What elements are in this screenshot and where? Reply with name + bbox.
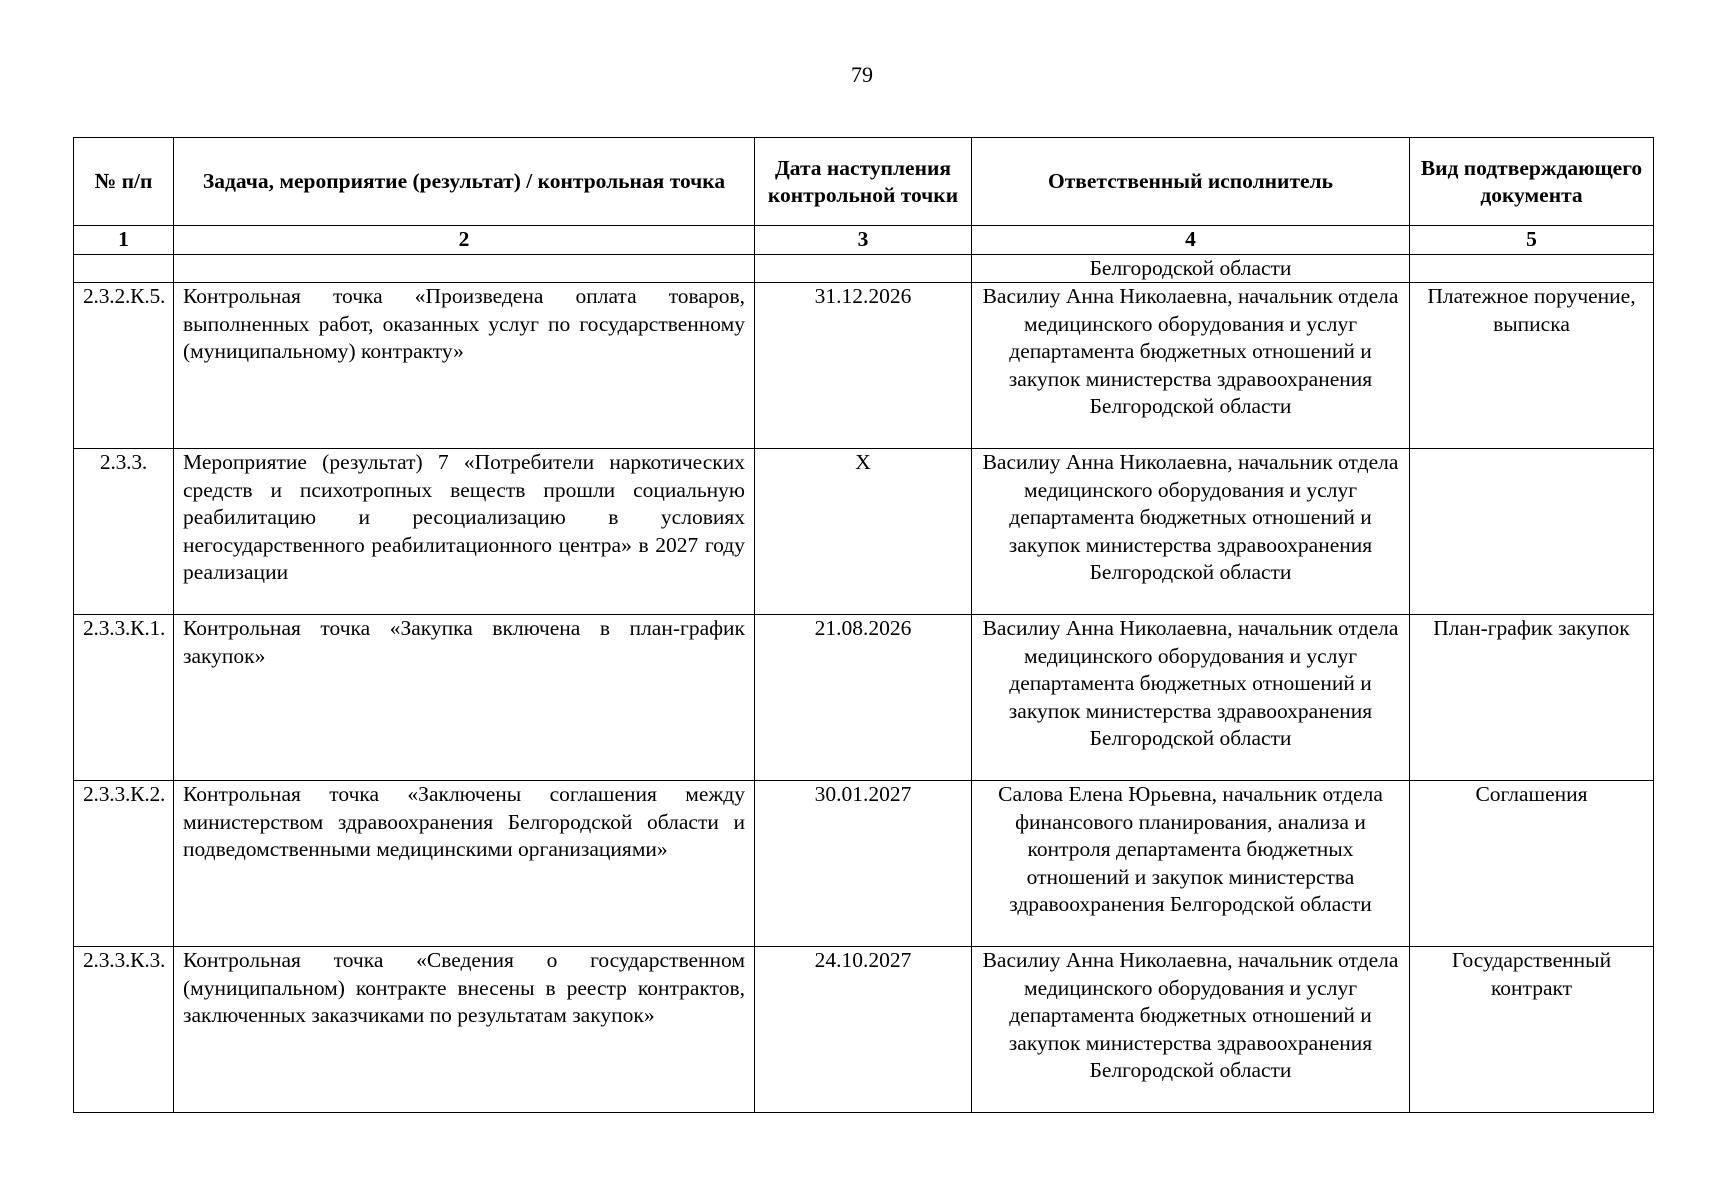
- column-number: 3: [755, 226, 972, 255]
- header-num: № п/п: [74, 138, 174, 226]
- page-number: 79: [851, 62, 873, 87]
- row-doc: Платежное поручение, выписка: [1410, 283, 1654, 449]
- column-number: 5: [1410, 226, 1654, 255]
- column-number-row: [74, 226, 1654, 255]
- continuation-row: [74, 254, 1654, 283]
- row-num: [74, 254, 174, 283]
- row-responsible: Василиу Анна Николаевна, начальник отдела медицинского оборудования и услуг департамента бюджетных отношений и закупок министерства здравоохранения Белгородской области: [972, 947, 1410, 1113]
- row-responsible: Василиу Анна Николаевна, начальник отдела медицинского оборудования и услуг департамента бюджетных отношений и закупок министерства здравоохранения Белгородской области: [972, 615, 1410, 781]
- row-date: 21.08.2026: [755, 615, 972, 781]
- row-date: [755, 254, 972, 283]
- row-num: 2.3.3.: [74, 449, 174, 615]
- row-task: Контрольная точка «Заключены соглашения между министерством здравоохранения Белгородской области и подведомственными медицинскими организациями»: [174, 781, 755, 947]
- row-task: Контрольная точка «Сведения о государственном (муниципальном) контракте внесены в реестр контрактов, заключенных заказчиками по результатам закупок»: [174, 947, 755, 1113]
- column-number: 2: [174, 226, 755, 255]
- header-doc: Вид подтверждающего документа: [1410, 138, 1654, 226]
- row-responsible: Белгородской области: [972, 254, 1410, 283]
- row-task: Контрольная точка «Произведена оплата товаров, выполненных работ, оказанных услуг по государственному (муниципальному) контракту»: [174, 283, 755, 449]
- header-responsible: Ответственный исполнитель: [972, 138, 1410, 226]
- row-doc: [1410, 449, 1654, 615]
- row-task: Контрольная точка «Закупка включена в план-график закупок»: [174, 615, 755, 781]
- row-doc: Государственный контракт: [1410, 947, 1654, 1113]
- column-number: 1: [74, 226, 174, 255]
- table-row: [74, 283, 1654, 449]
- row-date: 24.10.2027: [755, 947, 972, 1113]
- table-row: [74, 947, 1654, 1113]
- row-responsible: Василиу Анна Николаевна, начальник отдела медицинского оборудования и услуг департамента бюджетных отношений и закупок министерства здравоохранения Белгородской области: [972, 283, 1410, 449]
- row-doc: Соглашения: [1410, 781, 1654, 947]
- table-row: [74, 449, 1654, 615]
- row-num: 2.3.2.К.5.: [74, 283, 174, 449]
- column-number: 4: [972, 226, 1410, 255]
- header-date: Дата наступления контрольной точки: [755, 138, 972, 226]
- table-row: [74, 615, 1654, 781]
- table-row: [74, 781, 1654, 947]
- row-num: 2.3.3.К.3.: [74, 947, 174, 1113]
- control-points-table: [73, 137, 1654, 1113]
- row-responsible: Салова Елена Юрьевна, начальник отдела финансового планирования, анализа и контроля департамента бюджетных отношений и закупок министерства здравоохранения Белгородской области: [972, 781, 1410, 947]
- header-task: Задача, мероприятие (результат) / контрольная точка: [174, 138, 755, 226]
- row-date: 31.12.2026: [755, 283, 972, 449]
- row-doc: План-график закупок: [1410, 615, 1654, 781]
- row-num: 2.3.3.К.2.: [74, 781, 174, 947]
- row-date: 30.01.2027: [755, 781, 972, 947]
- row-date: Х: [755, 449, 972, 615]
- header-row: [74, 138, 1654, 226]
- row-responsible: Василиу Анна Николаевна, начальник отдела медицинского оборудования и услуг департамента бюджетных отношений и закупок министерства здравоохранения Белгородской области: [972, 449, 1410, 615]
- row-doc: [1410, 254, 1654, 283]
- row-task: [174, 254, 755, 283]
- row-task: Мероприятие (результат) 7 «Потребители наркотических средств и психотропных веществ прошли социальную реабилитацию и ресоциализацию в условиях негосударственного реабилитационного центра» в 2027 году реализации: [174, 449, 755, 615]
- row-num: 2.3.3.К.1.: [74, 615, 174, 781]
